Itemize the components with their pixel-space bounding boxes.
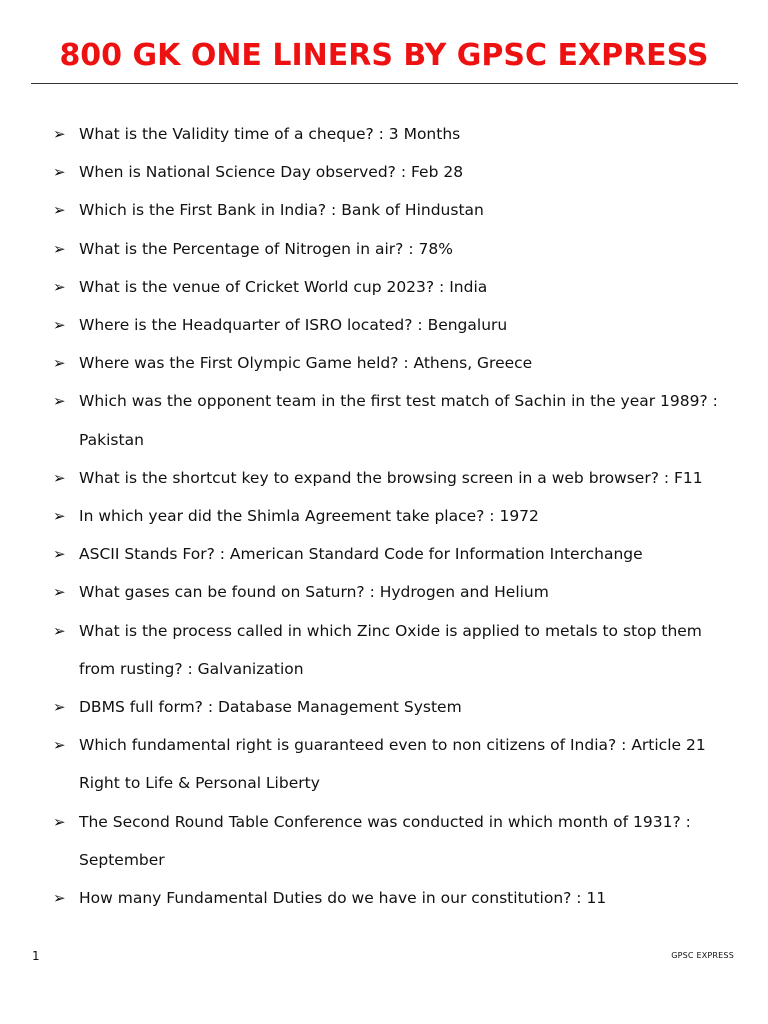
list-item-text: Which was the opponent team in the first test match of Sachin in the year 1989? : Pakistan [79, 392, 718, 449]
list-item-text: What is the venue of Cricket World cup 2023? : India [79, 277, 488, 296]
list-item [0, 688, 768, 726]
list-item [0, 268, 768, 306]
list-item [0, 459, 768, 497]
list-item-text: Where is the Headquarter of ISRO located? : Bengaluru [79, 316, 508, 335]
list-item [0, 344, 768, 382]
arrowhead-bullet-icon: ➢ [53, 392, 66, 411]
arrowhead-bullet-icon: ➢ [53, 201, 66, 220]
list-item-text: ASCII Stands For? : American Standard Code for Information Interchange [79, 545, 643, 564]
list-item-text: The Second Round Table Conference was conducted in which month of 1931? : September [79, 812, 691, 869]
list-item [0, 535, 768, 573]
arrowhead-bullet-icon: ➢ [53, 545, 66, 564]
list-item [0, 306, 768, 344]
gk-question-list [0, 115, 768, 917]
arrowhead-bullet-icon: ➢ [53, 507, 66, 526]
title-divider [31, 83, 738, 84]
arrowhead-bullet-icon: ➢ [53, 163, 66, 182]
arrowhead-bullet-icon: ➢ [53, 277, 66, 296]
arrowhead-bullet-icon: ➢ [53, 316, 66, 335]
list-item-text: What is the process called in which Zinc Oxide is applied to metals to stop them from rusting? : Galvanization [79, 621, 702, 678]
list-item-text: What gases can be found on Saturn? : Hydrogen and Helium [79, 583, 549, 602]
arrowhead-bullet-icon: ➢ [53, 736, 66, 755]
arrowhead-bullet-icon: ➢ [53, 889, 66, 908]
arrowhead-bullet-icon: ➢ [53, 239, 66, 258]
arrowhead-bullet-icon: ➢ [53, 698, 66, 717]
list-item-text: In which year did the Shimla Agreement take place? : 1972 [79, 507, 539, 526]
list-item-text: How many Fundamental Duties do we have in our constitution? : 11 [79, 889, 607, 908]
arrowhead-bullet-icon: ➢ [53, 125, 66, 143]
list-item [0, 230, 768, 268]
list-item [0, 115, 768, 153]
list-item-text: When is National Science Day observed? : Feb 28 [79, 163, 464, 182]
arrowhead-bullet-icon: ➢ [53, 468, 66, 487]
page-title: 800 GK ONE LINERS BY GPSC EXPRESS [59, 38, 709, 73]
list-item [0, 573, 768, 611]
footer-brand: GPSC EXPRESS [671, 951, 734, 960]
arrowhead-bullet-icon: ➢ [53, 583, 66, 602]
list-item-text: What is the Validity time of a cheque? : 3 Months [79, 125, 461, 143]
list-item [0, 879, 768, 917]
page-number: 1 [32, 949, 40, 963]
list-item [0, 153, 768, 191]
list-item-text: Where was the First Olympic Game held? : Athens, Greece [79, 354, 533, 373]
list-item [0, 191, 768, 229]
list-item-text: Which fundamental right is guaranteed even to non citizens of India? : Article 21 Right to Life & Personal Liberty [79, 736, 706, 793]
arrowhead-bullet-icon: ➢ [53, 354, 66, 373]
list-item-text: Which is the First Bank in India? : Bank of Hindustan [79, 201, 484, 220]
arrowhead-bullet-icon: ➢ [53, 621, 66, 640]
list-item [0, 803, 768, 879]
list-item [0, 726, 768, 802]
list-item-text: What is the shortcut key to expand the browsing screen in a web browser? : F11 [79, 468, 703, 487]
list-item-text: What is the Percentage of Nitrogen in air? : 78% [79, 239, 453, 258]
arrowhead-bullet-icon: ➢ [53, 812, 66, 831]
list-item [0, 382, 768, 458]
list-item [0, 497, 768, 535]
list-item-text: DBMS full form? : Database Management System [79, 698, 462, 717]
list-item [0, 612, 768, 688]
